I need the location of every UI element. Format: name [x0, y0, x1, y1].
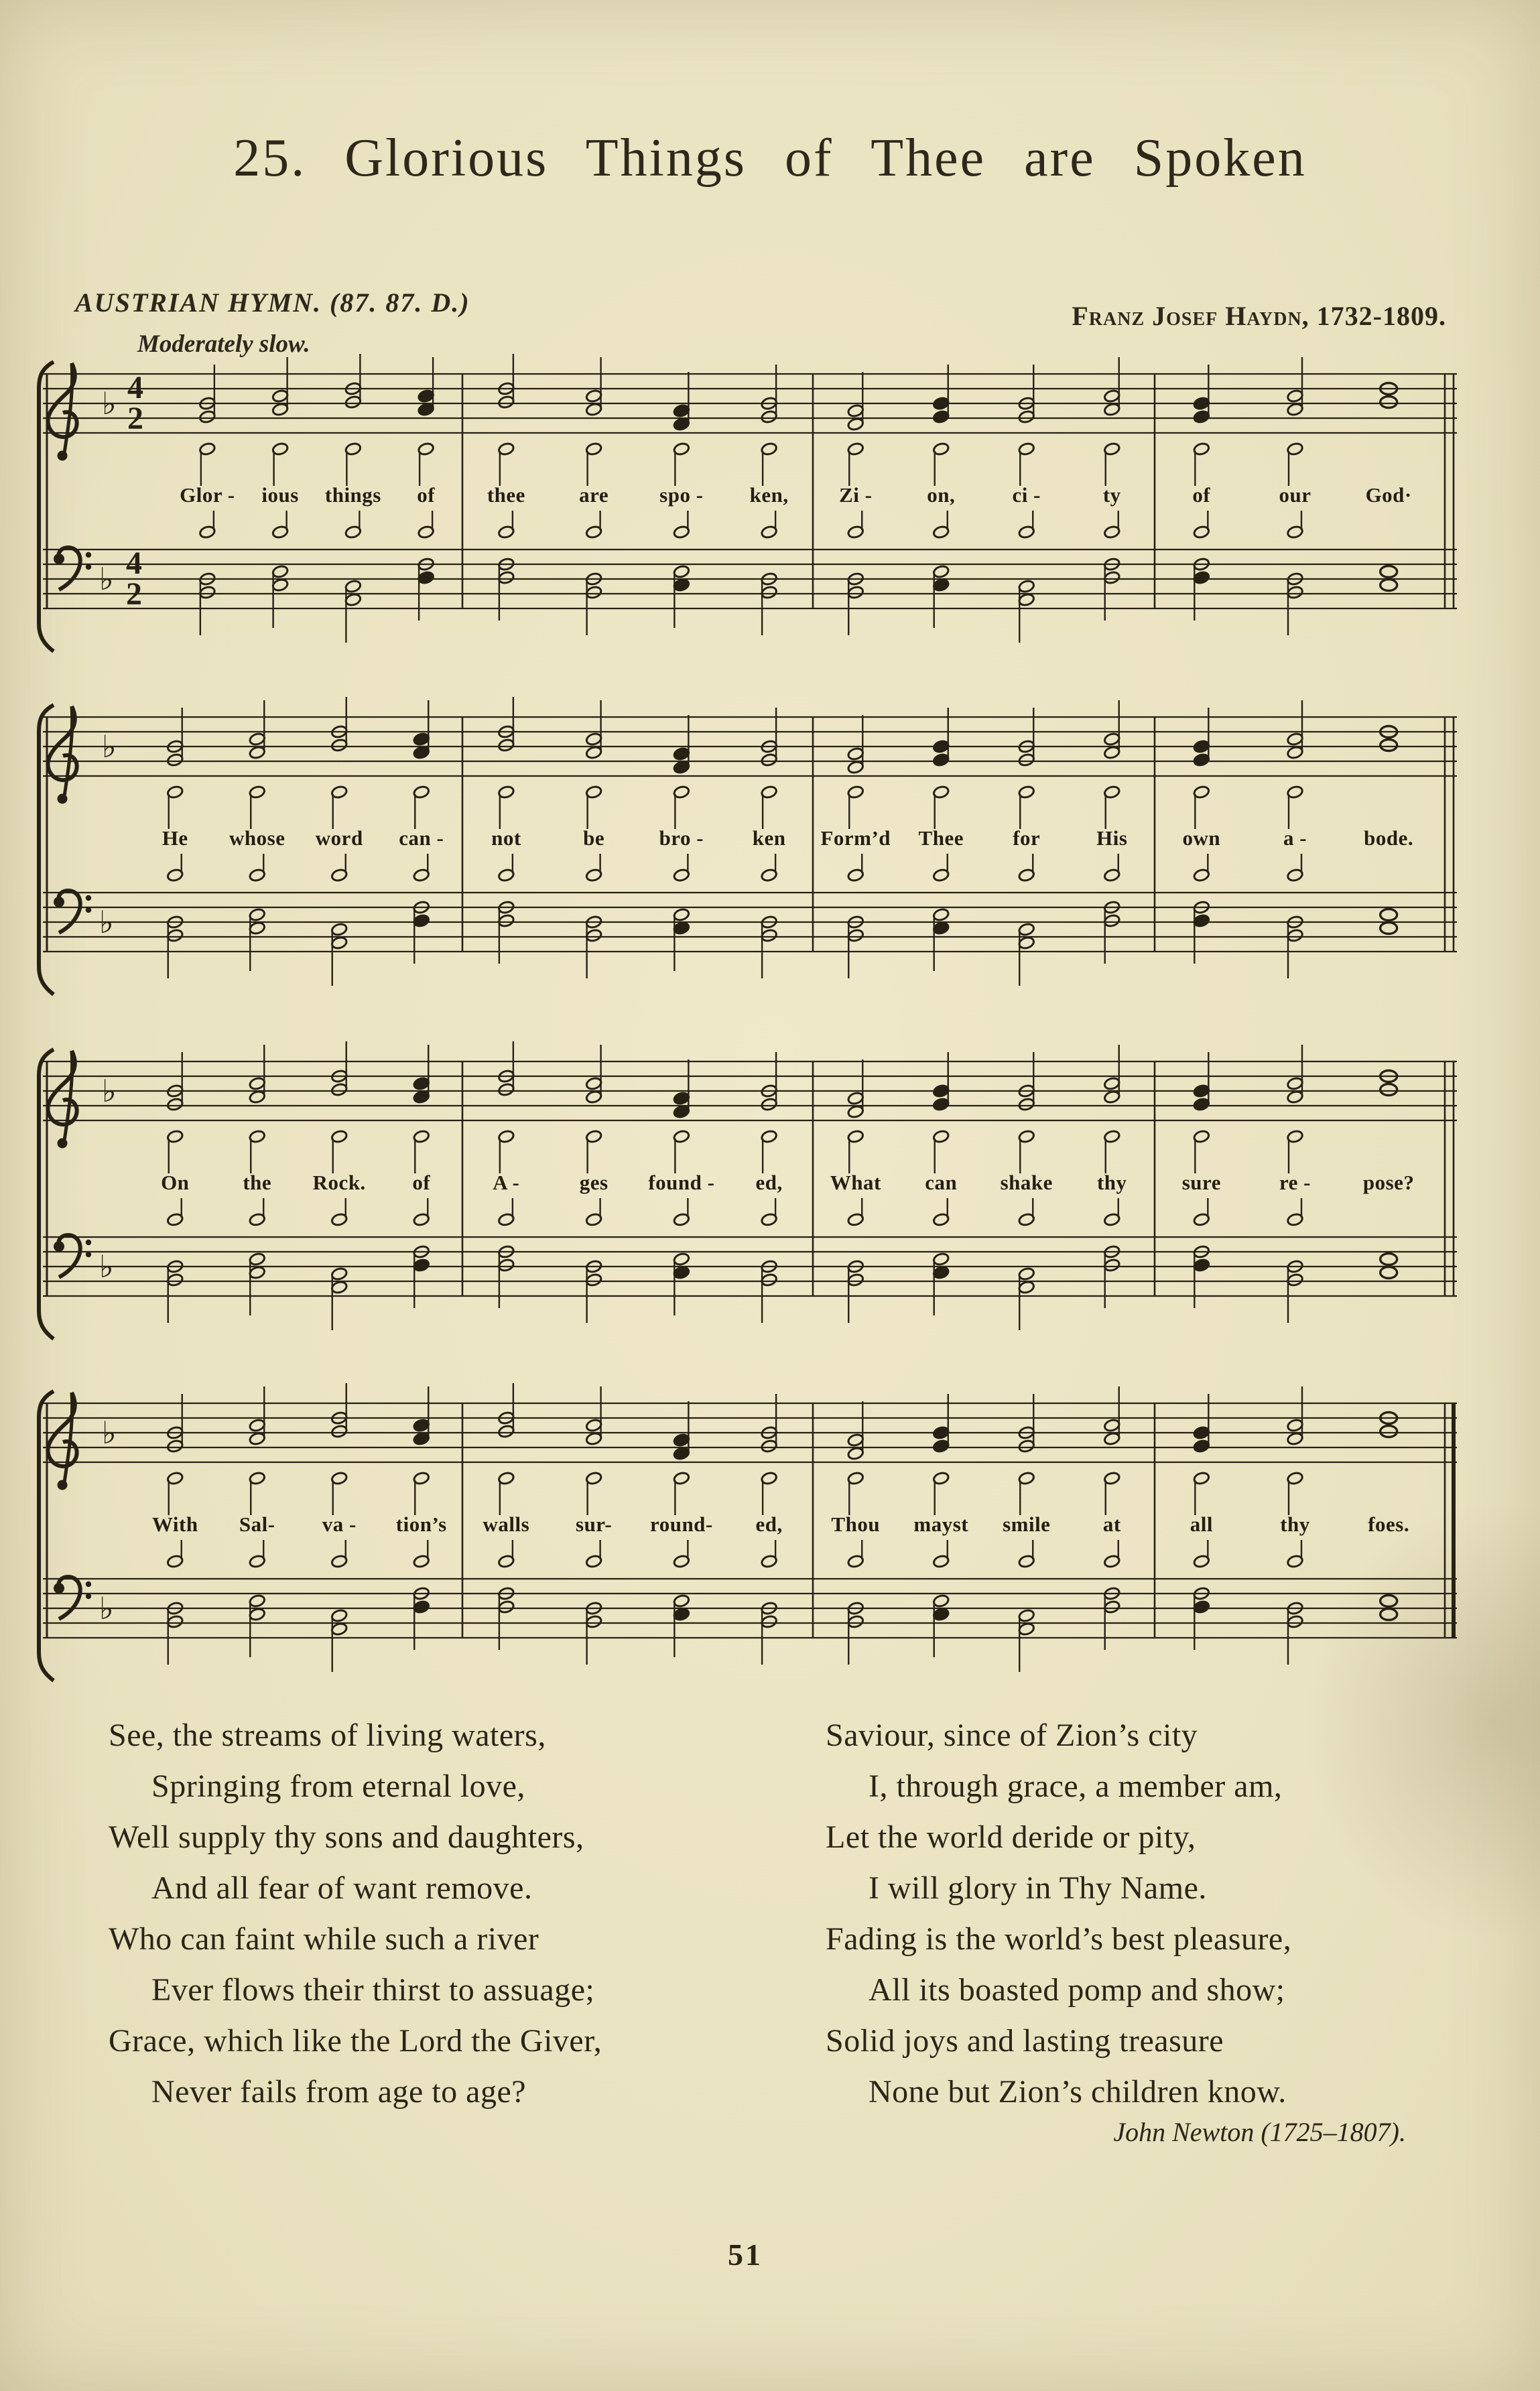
key-signature-flat: [99, 728, 117, 940]
lyric-syllable: of: [412, 1171, 431, 1194]
lyric-syllable: mayst: [913, 1512, 969, 1536]
page-number: 51: [728, 2238, 763, 2272]
lyric-syllable: thy: [1280, 1512, 1310, 1536]
treble-clef-icon: [48, 1051, 76, 1149]
lyric-syllable: can -: [399, 826, 444, 850]
verse-line: Solid joys and lasting treasure: [826, 2023, 1224, 2059]
lyric-syllable: Sal-: [239, 1512, 275, 1536]
lyric-syllable: thee: [487, 483, 525, 507]
key-signature-flat: [99, 385, 117, 597]
lyric-syllable: His: [1096, 826, 1128, 850]
lyric-syllable: are: [579, 483, 609, 507]
lyric-syllable: foes.: [1368, 1512, 1410, 1536]
lyric-syllable: ed,: [755, 1512, 783, 1536]
music-system-svg: [34, 697, 1481, 1000]
treble-clef-icon: [48, 1393, 76, 1490]
lyric-syllable: va -: [322, 1512, 357, 1536]
lyric-syllable: be: [583, 826, 605, 850]
lyric-syllable: our: [1279, 483, 1311, 507]
lyric-syllable: a -: [1283, 826, 1307, 850]
lyric-syllable: ken,: [749, 483, 789, 507]
lyric-syllable: He: [162, 826, 188, 850]
lyric-syllable: ci -: [1012, 483, 1041, 507]
lyric-syllable: at: [1102, 1512, 1121, 1536]
time-signature: [126, 370, 143, 612]
bass-clef-icon: [54, 547, 91, 590]
verse-line: Never fails from age to age?: [151, 2074, 527, 2110]
key-signature-flat: [99, 1415, 117, 1626]
lyric-syllable: word: [315, 826, 363, 850]
lyric-syllable: Glor -: [180, 483, 235, 507]
lyric-syllable: on,: [927, 483, 956, 507]
music-system-svg: [34, 354, 1481, 657]
page-title: 25. Glorious Things of Thee are Spoken: [233, 129, 1307, 188]
lyric-syllable: ty: [1102, 483, 1121, 507]
lyric-syllable: ken: [752, 826, 786, 850]
music-system-svg: [34, 1383, 1481, 1686]
verse-column-right: [826, 1710, 1509, 2118]
lyric-syllable: sure: [1181, 1171, 1221, 1194]
lyric-syllable: Zi -: [839, 483, 873, 507]
verse-line: Fading is the world’s best pleasure,: [826, 1921, 1292, 1957]
lyric-syllable: shake: [1000, 1171, 1053, 1194]
verse-line: Grace, which like the Lord the Giver,: [109, 2023, 602, 2059]
lyric-syllable: own: [1182, 826, 1221, 850]
lyric-syllable: can: [925, 1171, 958, 1194]
svg-text:♭: ♭: [99, 561, 114, 597]
bass-clef-icon: [54, 1235, 91, 1277]
svg-text:2: 2: [126, 576, 142, 612]
lyric-syllable: Form’d: [820, 826, 891, 850]
bass-clef-icon: [54, 1577, 91, 1619]
svg-text:♭: ♭: [99, 1590, 114, 1626]
music-system-svg: [34, 1041, 1481, 1344]
verse-line: Well supply thy sons and daughters,: [109, 1819, 584, 1855]
lyric-syllable: thy: [1096, 1171, 1127, 1194]
lyric-syllable: A -: [493, 1171, 520, 1194]
lyric-syllable: Rock.: [312, 1171, 366, 1194]
lyric-syllable: pose?: [1362, 1171, 1415, 1194]
lyric-syllable: for: [1013, 826, 1041, 850]
verse-line: Who can faint while such a river: [109, 1921, 539, 1957]
author-attribution: John Newton (1725–1807).: [1113, 2117, 1406, 2147]
lyric-syllable: not: [491, 826, 521, 850]
tempo-marking: Moderately slow.: [137, 330, 310, 358]
music-system-4: [34, 1383, 1481, 1686]
lyric-syllable: Thee: [918, 826, 964, 850]
lyric-syllable: Thou: [831, 1512, 881, 1536]
lyric-syllable: of: [1192, 483, 1211, 507]
lyric-syllable: On: [161, 1171, 190, 1194]
svg-text:♭: ♭: [102, 728, 117, 765]
svg-text:2: 2: [127, 401, 143, 436]
verse-line: See, the streams of living waters,: [109, 1718, 546, 1753]
lyric-syllable: ges: [579, 1171, 608, 1194]
verse-column-left: [109, 1710, 792, 2118]
lyric-syllable: God·: [1365, 483, 1412, 507]
lyric-syllable: found -: [648, 1171, 715, 1194]
bass-clef-icon: [54, 891, 91, 933]
lyric-syllable: round-: [650, 1512, 713, 1536]
lyric-syllable: smile: [1003, 1512, 1051, 1536]
svg-text:♭: ♭: [102, 385, 117, 422]
music-system-2: [34, 697, 1481, 1000]
tune-name: AUSTRIAN HYMN. (87. 87. D.): [75, 287, 470, 318]
lyric-syllable: spo -: [659, 483, 704, 507]
lyric-syllable: things: [324, 483, 381, 507]
lyric-syllable: bro -: [659, 826, 704, 850]
verse-line: Let the world deride or pity,: [826, 1819, 1196, 1855]
verse-line: None but Zion’s children know.: [869, 2074, 1287, 2110]
lyric-syllable: walls: [483, 1512, 530, 1536]
treble-clef-icon: [48, 363, 76, 461]
music-system-3: [34, 1041, 1481, 1344]
verse-line: All its boasted pomp and show;: [869, 1972, 1285, 2008]
verse-line: Saviour, since of Zion’s city: [826, 1718, 1198, 1753]
verse-line: Springing from eternal love,: [151, 1768, 525, 1804]
lyric-syllable: of: [417, 483, 436, 507]
music-system-1: [34, 354, 1481, 657]
lyric-syllable: re -: [1279, 1171, 1311, 1194]
svg-text:♭: ♭: [99, 904, 114, 940]
verse-line: I will glory in Thy Name.: [869, 1870, 1207, 1906]
svg-text:♭: ♭: [102, 1415, 117, 1451]
lyric-syllable: ious: [261, 483, 299, 507]
svg-text:♭: ♭: [99, 1248, 114, 1285]
lyric-syllable: sur-: [576, 1512, 613, 1536]
lyric-syllable: What: [830, 1171, 881, 1194]
lyric-syllable: ed,: [755, 1171, 783, 1194]
lyric-syllable: the: [243, 1171, 272, 1194]
lyric-syllable: With: [151, 1512, 198, 1536]
verse-line: And all fear of want remove.: [151, 1870, 533, 1906]
lyric-syllable: bode.: [1364, 826, 1414, 850]
verse-line: Ever flows their thirst to assuage;: [151, 1972, 595, 2008]
lyric-syllable: whose: [229, 826, 285, 850]
lyric-syllable: tion’s: [395, 1512, 447, 1536]
treble-clef-icon: [48, 706, 76, 804]
key-signature-flat: [99, 1073, 117, 1285]
svg-text:♭: ♭: [102, 1073, 117, 1109]
svg-text:4: 4: [126, 545, 142, 581]
svg-text:4: 4: [127, 370, 143, 405]
composer-credit: Franz Josef Haydn, 1732-1809.: [1072, 301, 1446, 331]
lyric-syllable: all: [1190, 1512, 1213, 1536]
verse-line: I, through grace, a member am,: [869, 1768, 1283, 1804]
